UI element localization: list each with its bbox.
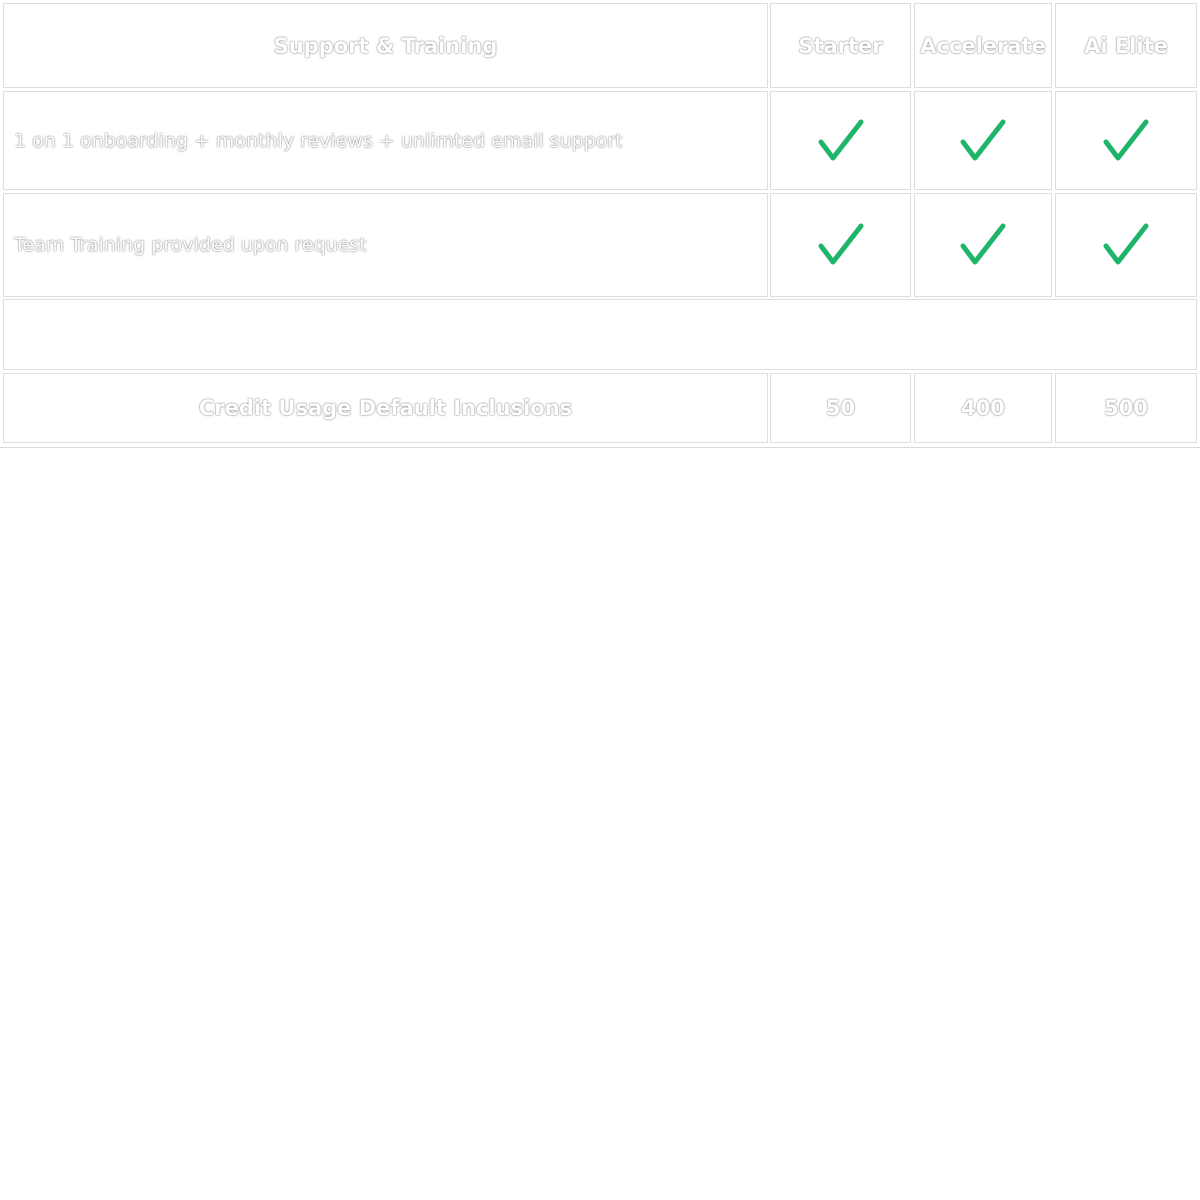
included-cell: [770, 91, 911, 190]
feature-cell-onboarding: [3, 91, 768, 190]
feature-label: Team Training provided upon request: [14, 234, 367, 256]
credits-value-accelerate: [914, 373, 1052, 443]
credits-label: Credit Usage Default Inclusions: [198, 396, 573, 420]
section-title: Support & Training: [273, 33, 498, 58]
credits-value-ai-elite: [1055, 373, 1197, 443]
header-plan-ai-elite: [1055, 3, 1197, 88]
credits-value: 400: [961, 396, 1005, 420]
included-cell: [914, 91, 1052, 190]
credits-value: 50: [825, 396, 856, 420]
header-feature-cell: [3, 3, 768, 88]
included-cell: [1055, 193, 1197, 297]
spacer-row: [3, 299, 1197, 370]
header-plan-starter: [770, 3, 911, 88]
credits-value-starter: [770, 373, 911, 443]
included-cell: [914, 193, 1052, 297]
check-icon: [1103, 222, 1149, 268]
credits-label-cell: [3, 373, 768, 443]
header-plan-accelerate: [914, 3, 1052, 88]
check-icon: [818, 118, 864, 164]
credits-value: 500: [1104, 396, 1148, 420]
check-icon: [1103, 118, 1149, 164]
feature-label: 1 on 1 onboarding + monthly reviews + unlimted email support: [14, 129, 623, 152]
plan-name-starter: Starter: [798, 33, 883, 58]
plan-comparison-table: [0, 0, 1200, 448]
check-icon: [818, 222, 864, 268]
plan-name-ai-elite: Ai Elite: [1084, 33, 1168, 58]
feature-cell-team-training: [3, 193, 768, 297]
included-cell: [770, 193, 911, 297]
check-icon: [960, 118, 1006, 164]
included-cell: [1055, 91, 1197, 190]
plan-name-accelerate: Accelerate: [920, 33, 1046, 58]
check-icon: [960, 222, 1006, 268]
